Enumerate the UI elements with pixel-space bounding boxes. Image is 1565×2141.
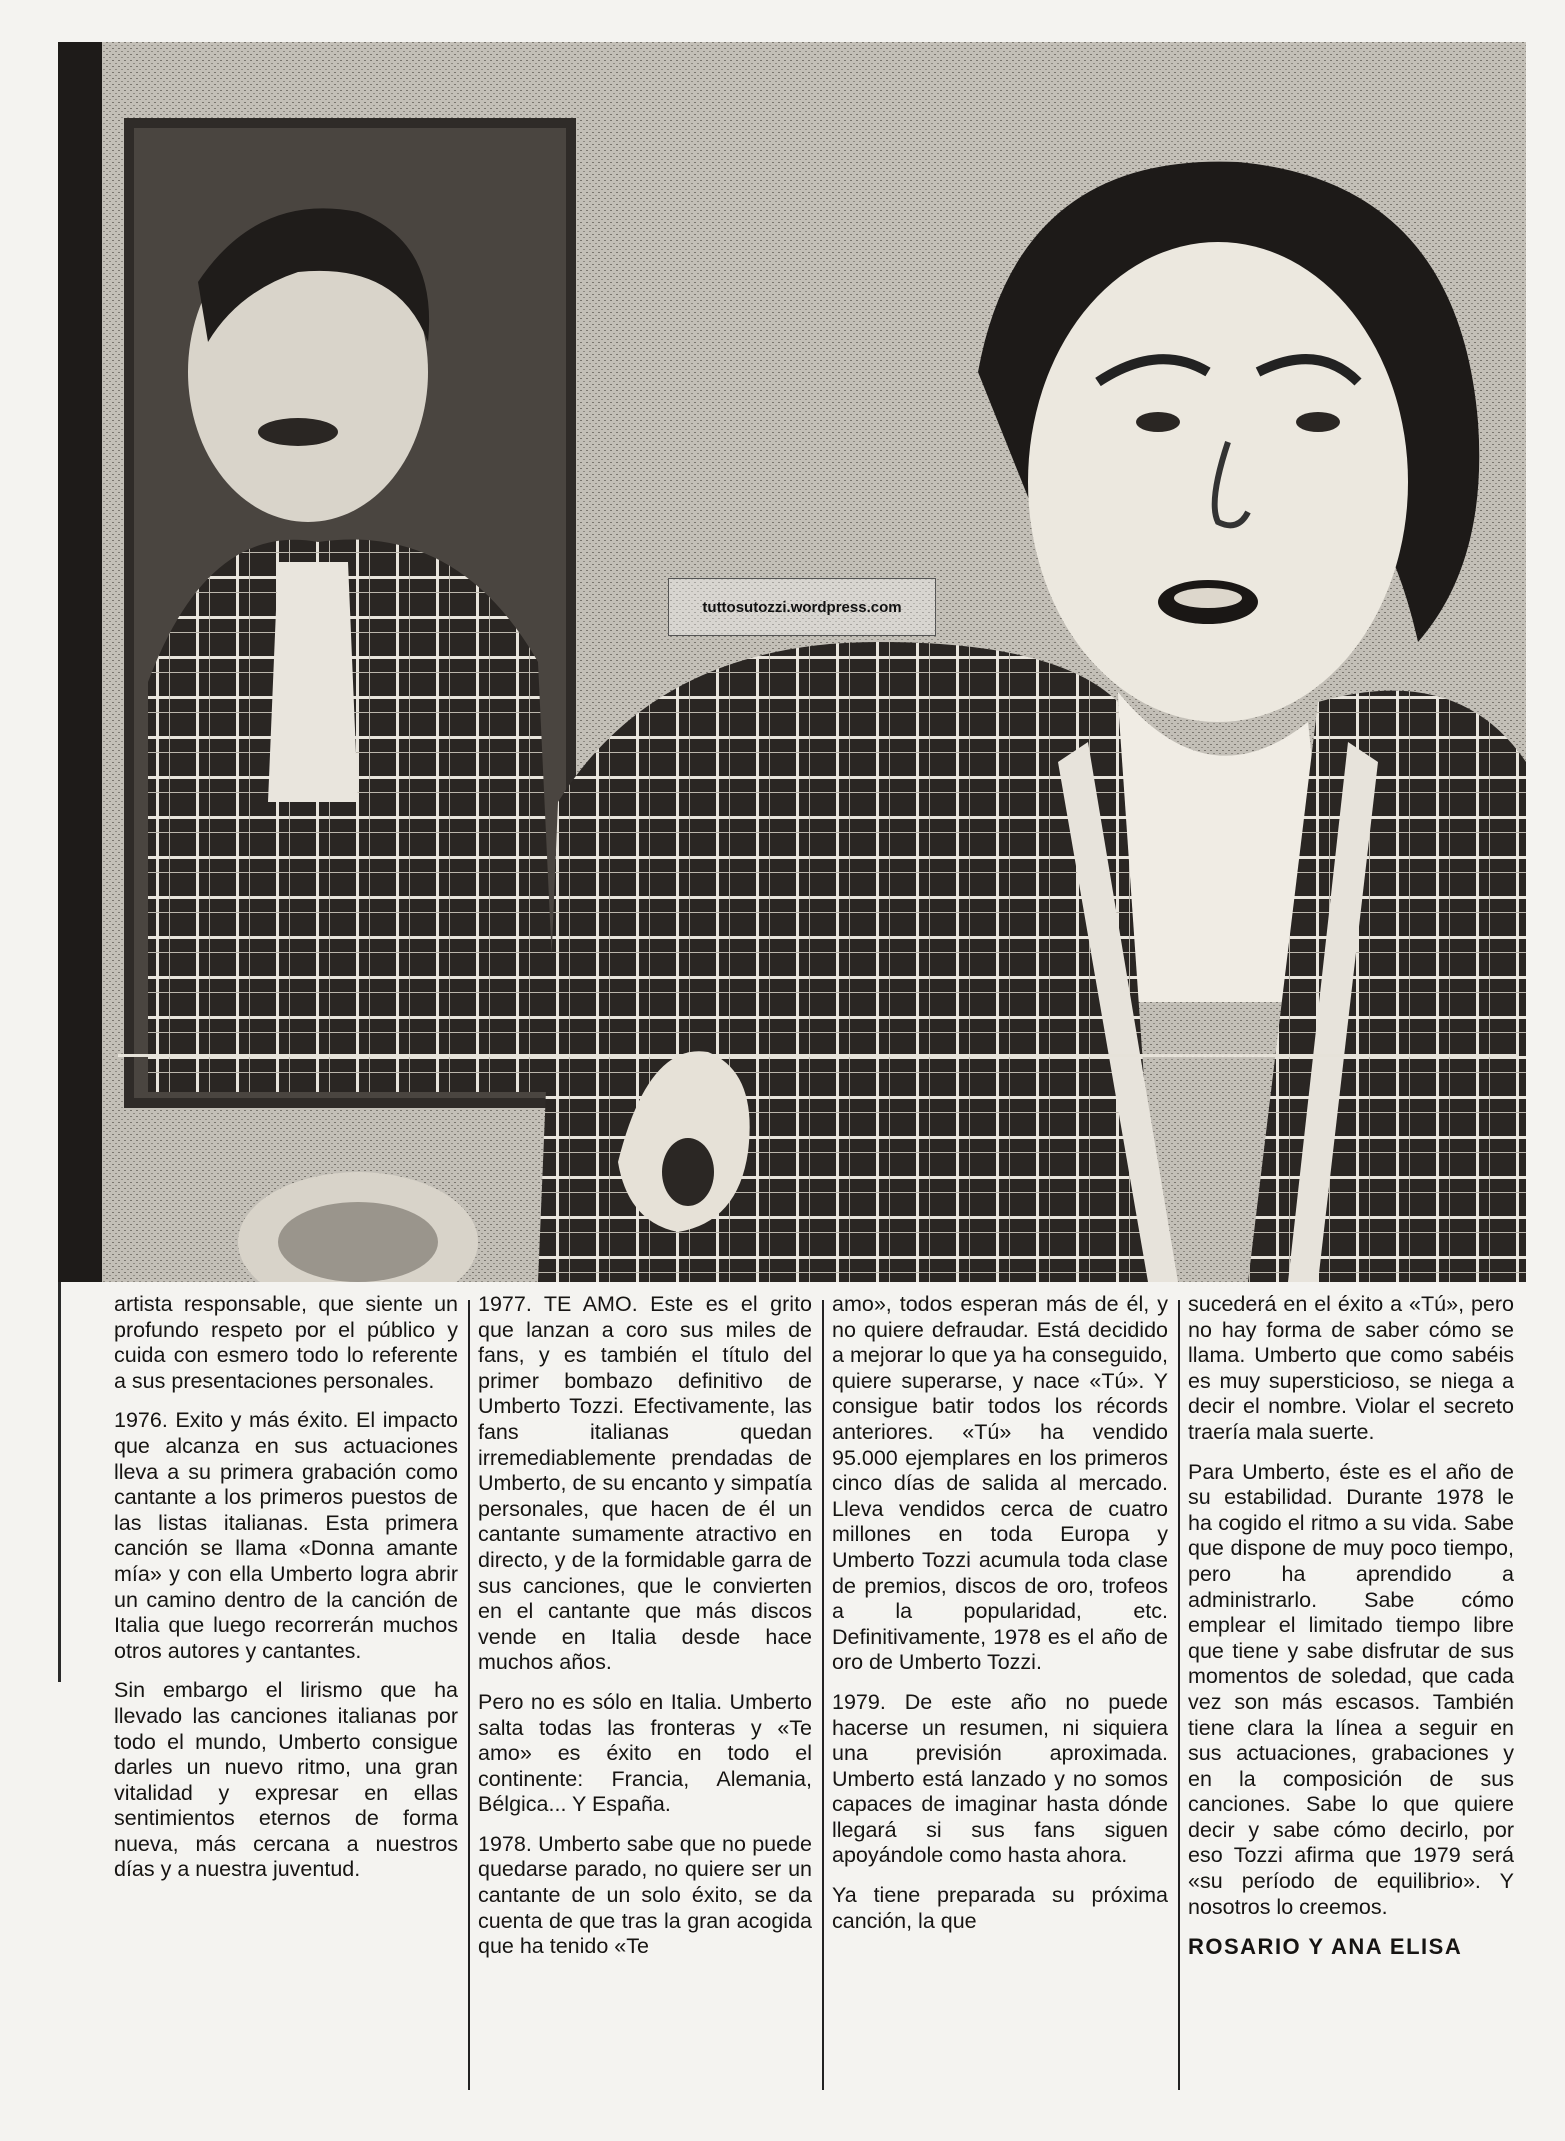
article-column-2 (478, 1292, 812, 2092)
paragraph: Sin embargo el lirismo que ha llevado las canciones italianas por todo el mundo, Umberto consigue darles un nuevo ritmo, una gran vitalidad y expresar en ellas sentimientos eternos de forma nueva, más cercana a nuestros días y a nuestra juventud. (114, 1678, 458, 1882)
paragraph: Ya tiene preparada su próxima canción, la que (832, 1883, 1168, 1933)
photo-image (58, 42, 1526, 1282)
paragraph: 1976. Exito y más éxito. El impacto que alcanza en sus actuaciones lleva a su primera grabación como cantante a los primeros puestos de las listas italianas. Esta primera canción se llama «Donna amante mía» y con ella Umberto logra abrir un camino dentro de la canción de Italia que luego recorrerán muchos otros autores y cantantes. (114, 1408, 458, 1663)
paragraph: Pero no es sólo en Italia. Umberto salta todas las fronteras y «Te amo» es éxito en todo el continente: Francia, Alemania, Bélgica... Y España. (478, 1689, 812, 1817)
article-photo (58, 42, 1526, 1282)
left-border-line (58, 1282, 61, 1682)
article-column-3 (832, 1292, 1168, 2092)
paragraph: 1979. De este año no puede hacerse un resumen, ni siquiera una previsión aproximada. Umberto está lanzado y no somos capaces de imaginar hasta dónde llegará si sus fans siguen apoyándole como hasta ahora. (832, 1689, 1168, 1868)
paragraph: artista responsable, que siente un profundo respeto por el público y cuida con esmero todo lo referente a sus presentaciones personales. (114, 1292, 458, 1393)
paragraph: Para Umberto, éste es el año de su estabilidad. Durante 1978 le ha cogido el ritmo a su vida. Sabe que dispone de muy poco tiempo, pero ha aprendido a administrarlo. Sabe cómo emplear el limitado tiempo libre que tiene y sabe disfrutar de sus momentos de soledad, que cada vez son más escasos. También tiene clara la línea a seguir en sus actuaciones, grabaciones y en la composición de sus canciones. Sabe lo que quiere decir y sabe cómo decirlo, por eso Tozzi afirma que 1979 será «su período de equilibrio». Y nosotros lo creemos. (1188, 1459, 1514, 1919)
paragraph: amo», todos esperan más de él, y no quiere defraudar. Está decidido a mejorar lo que ya ha conseguido, quiere superarse, y nace «Tú». Y consigue batir todos los récords anteriores. «Tú» ha vendido 95.000 ejemplares en los primeros cinco días de salida al mercado. Lleva vendidos cerca de cuatro millones en toda Europa y Umberto Tozzi acumula toda clase de premios, discos de oro, trofeos a la popularidad, etc. Definitivamente, 1978 es el año de oro de Umberto Tozzi. (832, 1292, 1168, 1675)
author-signature: ROSARIO Y ANA ELISA (1188, 1934, 1463, 1960)
article-column-1 (114, 1292, 458, 2092)
article-column-4 (1188, 1292, 1514, 2092)
paragraph: 1977. TE AMO. Este es el grito que lanzan a coro sus miles de fans, y es también el título del primer bombazo definitivo de Umberto Tozzi. Efectivamente, las fans italianas quedan irremediablemente prendadas de Umberto, de su encanto y simpatía personales, que hacen de él un cantante sumamente atractivo en directo, y de la formidable garra de sus canciones, que le convierten en el cantante que más discos vende en Italia desde hace muchos años. (478, 1292, 812, 1675)
paragraph: sucederá en el éxito a «Tú», pero no hay forma de saber cómo se llama. Umberto que como sabéis es muy supersticioso, se niega a decir el nombre. Violar el secreto traería mala suerte. (1188, 1292, 1514, 1444)
paragraph: 1978. Umberto sabe que no puede quedarse parado, no quiere ser un cantante de un solo éxito, se da cuenta de que tras la gran acogida que ha tenido «Te (478, 1831, 812, 1959)
watermark-label: tuttosutozzi.wordpress.com (668, 578, 936, 636)
article-body (90, 1292, 1520, 2092)
